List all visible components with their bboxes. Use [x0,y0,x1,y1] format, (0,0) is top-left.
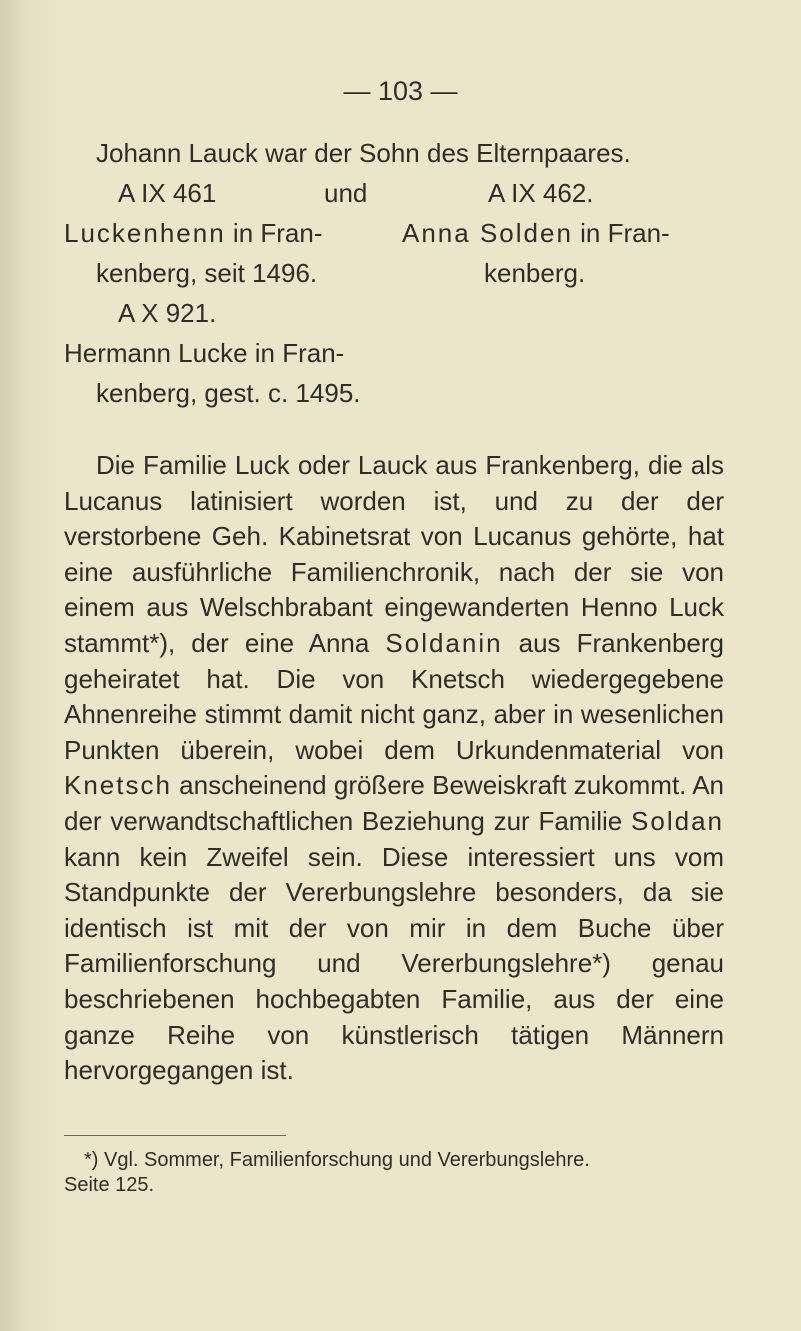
mother-line-1 [402,216,670,250]
main-paragraph [64,448,724,1089]
father-name: Luckenhenn [64,218,226,248]
paragraph-part-3: anscheinend größere Beweiskraft zukommt. An der verwandtschaftlichen Beziehung zur Familie [64,770,724,836]
paragraph-part-2: aus Frankenberg geheiratet hat. Die von Knetsch wiedergegebene Ahnenreihe stimmt damit nicht ganz, aber in wesenlichen Punkten überein, wobei dem Urkundenmaterial von [64,627,724,765]
mother-name: Anna Solden [402,218,573,248]
father-line-2: kenberg, seit 1496. [96,258,318,288]
genealogy-heading: Johann Lauck war der Sohn des Elternpaares. [96,138,631,168]
footnote [64,1148,734,1198]
footnote-marker: *) [84,1149,99,1171]
mother-line-2: kenberg. [484,258,586,288]
paragraph-part-1: Die Familie Luck oder Lauck aus Frankenberg, die als Lucanus latinisiert worden ist, und zu der der verstorbene Geh. Kabinetsrat von Lucanus gehörte, hat eine ausführliche Familienchronik, nach der sie von einem aus Welschbrabant eingewanderten Henno Luck stammt*), der eine Anna [64,450,724,658]
page-number: — 103 — [343,76,458,106]
grandfather-line-1: Hermann Lucke in Fran- [64,338,345,368]
footnote-line-1 [64,1148,734,1173]
paragraph-part-4: kann kein Zweifel sein. Diese interessiert uns vom Standpunkte der Vererbungslehre besonders, da sie identisch ist mit der von mir in dem Buche über Familienforschung und Vererbungslehre*) genau beschriebenen hochbegabten Familie, aus der eine ganze Reihe von künstlerisch tätigen Männern hervorgegangen ist. [64,841,724,1086]
father-line-1 [64,216,323,250]
grandfather-line-2: kenberg, gest. c. 1495. [96,378,361,408]
father-code: A IX 461 [118,178,217,208]
mother-code: A IX 462. [488,178,594,208]
name-soldanin: Soldanin [385,627,503,658]
footnote-text: Vgl. Sommer, Familienforschung und Vererbungslehre. [98,1149,590,1171]
father-line-1-rest: in Fran- [225,218,323,248]
name-soldan: Soldan [631,805,724,836]
footnote-divider [64,1135,286,1136]
grandfather-code: A X 921. [118,298,217,328]
mother-line-1-rest: in Fran- [572,218,670,248]
connector-und: und [324,178,368,208]
name-knetsch: Knetsch [64,770,172,801]
footnote-line-2: Seite 125. [64,1174,155,1196]
